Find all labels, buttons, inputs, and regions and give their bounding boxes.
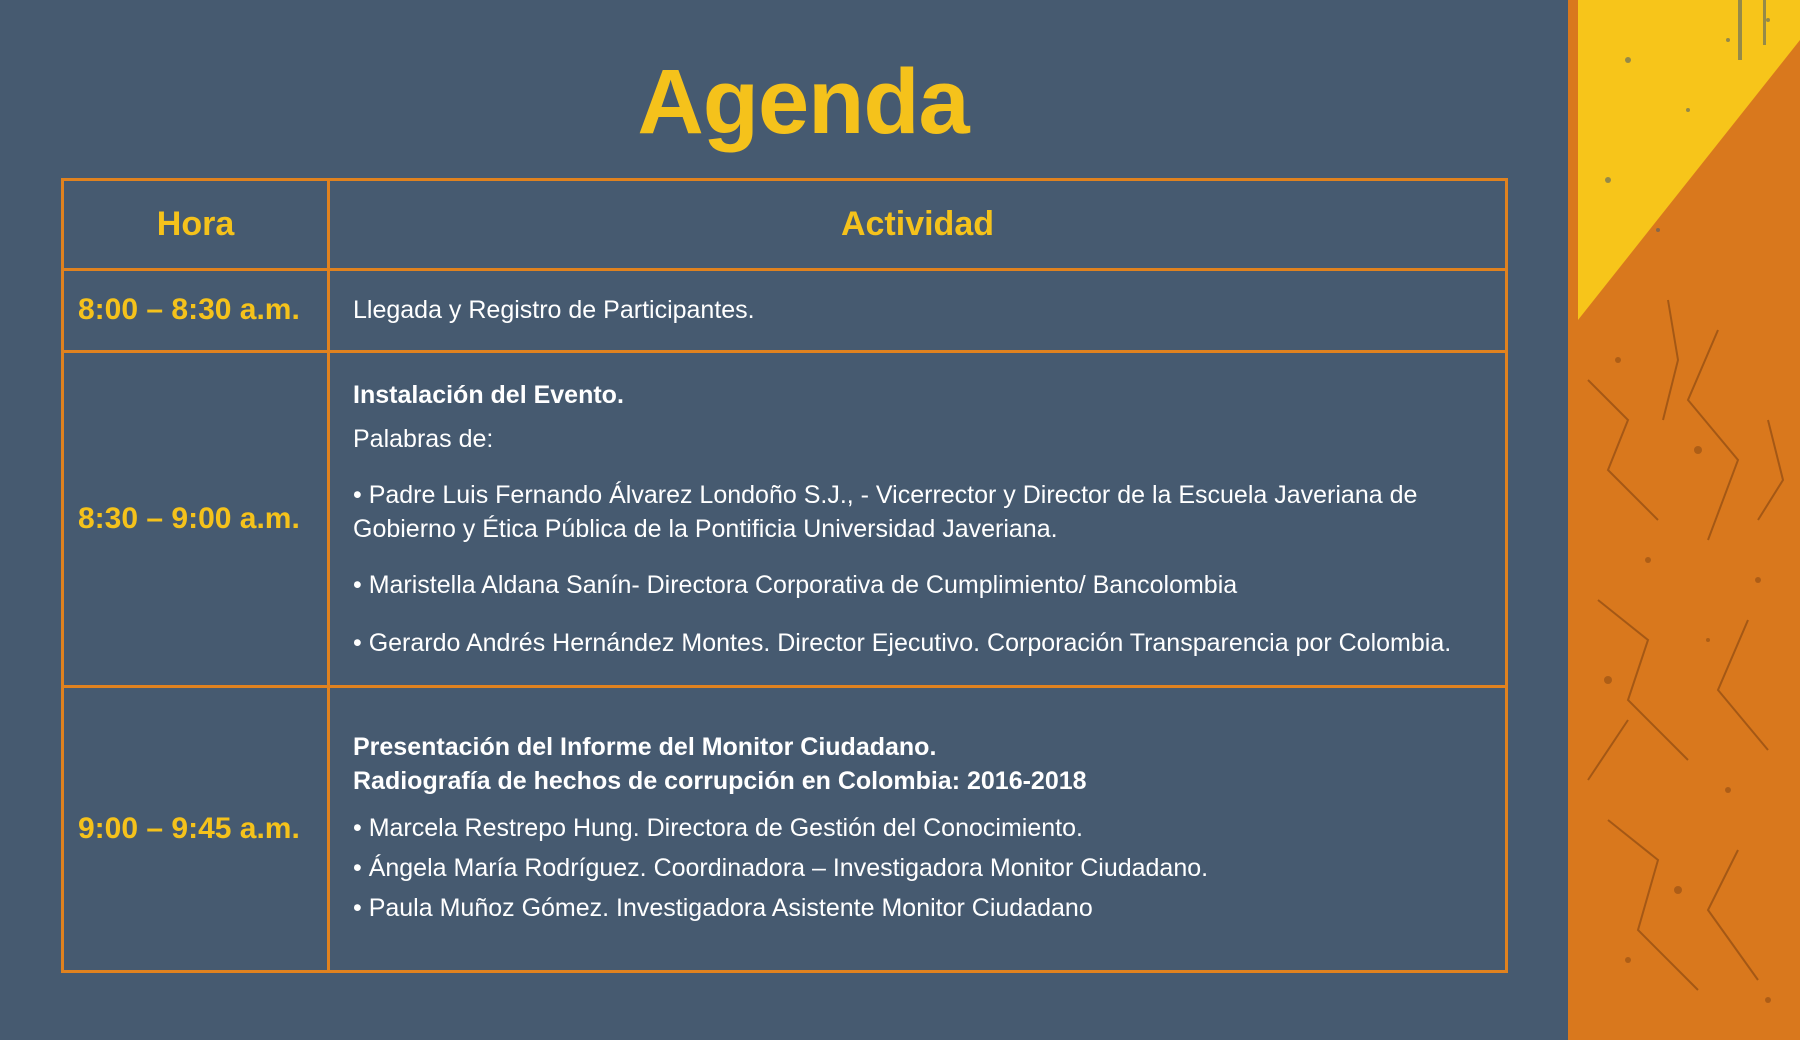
- time-cell: 8:00 – 8:30 a.m.: [63, 270, 329, 351]
- activity-heading: Instalación del Evento.: [353, 380, 624, 409]
- column-header-hora: Hora: [63, 180, 329, 270]
- activity-heading: Presentación del Informe del Monitor Ciudadano.: [353, 732, 937, 761]
- agenda-table: [61, 178, 1508, 973]
- table-row: [63, 351, 1507, 686]
- activity-intro: Palabras de:: [353, 424, 494, 453]
- table-header-row: [63, 180, 1507, 270]
- column-header-actividad: Actividad: [329, 180, 1507, 270]
- table-row: [63, 270, 1507, 351]
- speaker-item: • Maristella Aldana Sanín- Directora Corporativa de Cumplimiento/ Bancolombia: [353, 570, 1238, 599]
- activity-subheading: Radiografía de hechos de corrupción en Colombia: 2016-2018: [353, 766, 1087, 795]
- speaker-item: • Marcela Restrepo Hung. Directora de Gestión del Conocimiento.: [353, 813, 1083, 842]
- table-row: [63, 686, 1507, 971]
- activity-cell: [329, 686, 1507, 971]
- speaker-item: • Gerardo Andrés Hernández Montes. Director Ejecutivo. Corporación Transparencia por Colombia.: [353, 628, 1452, 657]
- speaker-item: • Paula Muñoz Gómez. Investigadora Asistente Monitor Ciudadano: [353, 893, 1093, 922]
- time-cell: 8:30 – 9:00 a.m.: [63, 351, 329, 686]
- speaker-item: • Ángela María Rodríguez. Coordinadora – Investigadora Monitor Ciudadano.: [353, 853, 1209, 882]
- activity-cell: [329, 270, 1507, 351]
- time-cell: 9:00 – 9:45 a.m.: [63, 686, 329, 971]
- page-title: Agenda: [637, 51, 969, 153]
- activity-cell: [329, 351, 1507, 686]
- decorative-grunge-panel: [1568, 0, 1800, 1040]
- speaker-item: • Padre Luis Fernando Álvarez Londoño S.J., - Vicerrector y Director de la Escuela Javeriana de Gobierno y Ética Pública de la Pontificia Universidad Javeriana.: [353, 480, 1418, 543]
- activity-text: Llegada y Registro de Participantes.: [353, 296, 755, 325]
